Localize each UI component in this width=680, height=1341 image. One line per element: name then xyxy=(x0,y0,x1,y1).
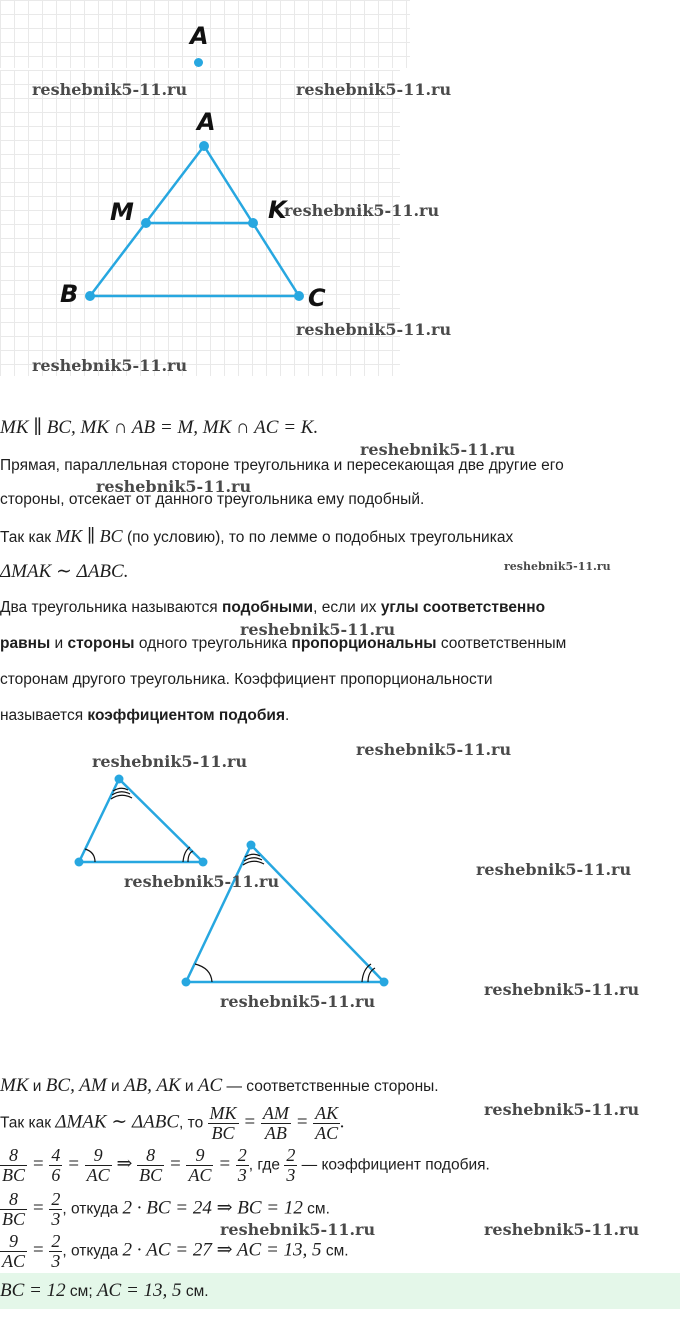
frac-num: AK xyxy=(315,1103,339,1123)
equals: = xyxy=(164,1153,187,1175)
corresponding-tail: — соответственные стороны. xyxy=(222,1078,439,1095)
angle-mark-large-top xyxy=(244,858,262,861)
fraction-mk-bc xyxy=(208,1104,239,1143)
point-k xyxy=(248,218,258,228)
paragraph-lemma-line1: Прямая, параллельная стороне треугольника и пересекающая две другие его xyxy=(0,457,564,474)
condition-formula: MK ∥ BC, MK ∩ AB = M, MK ∩ AC = K. xyxy=(0,417,319,438)
point-a-dot-top xyxy=(194,58,203,67)
frac-num: 2 xyxy=(51,1231,61,1251)
similarity-formula: ΔMAK ∼ ΔABC. xyxy=(0,561,129,582)
large-vertex-left xyxy=(182,978,191,987)
math-ac: AC xyxy=(197,1075,223,1096)
frac-den: AC xyxy=(315,1123,339,1143)
small-vertex-right xyxy=(199,858,208,867)
frac-num: 2 xyxy=(237,1145,247,1165)
paragraph-lemma-line2: стороны, отсекает от данного треугольника ему подобный. xyxy=(0,491,425,508)
frac-num: MK xyxy=(209,1103,237,1123)
frac-den: BC xyxy=(139,1165,163,1185)
angle-mark-small-left xyxy=(85,849,95,862)
unit-cm: см; xyxy=(65,1283,97,1300)
def-text: и xyxy=(50,635,68,652)
frac-den: 3 xyxy=(286,1165,296,1185)
math-bc: BC xyxy=(45,1075,71,1096)
watermark: reshebnik5-11.ru xyxy=(284,201,440,220)
watermark: reshebnik5-11.ru xyxy=(360,440,516,459)
frac-num: 9 xyxy=(85,1146,112,1166)
equals: = xyxy=(27,1153,50,1175)
frac-den: AC xyxy=(86,1165,110,1185)
math-ab: AB xyxy=(123,1075,148,1096)
def-bold: стороны xyxy=(67,635,135,652)
frac-den: BC xyxy=(211,1123,235,1143)
watermark: reshebnik5-11.ru xyxy=(92,752,248,771)
corresponding-sides-line xyxy=(0,1076,439,1097)
equals: = xyxy=(27,1239,50,1261)
ratio-values-line xyxy=(0,1146,490,1185)
watermark: reshebnik5-11.ru xyxy=(476,860,632,879)
ac-solution-line xyxy=(0,1232,349,1271)
word-and: и xyxy=(180,1078,198,1095)
def-bold: коэффициентом подобия xyxy=(87,707,285,724)
def-text: . xyxy=(285,707,290,724)
watermark: reshebnik5-11.ru xyxy=(96,477,252,496)
answer-bc: BC = 12 xyxy=(0,1280,66,1301)
label-b: B xyxy=(60,280,79,308)
frac-den: AC xyxy=(188,1165,212,1185)
frac-den: 3 xyxy=(51,1251,61,1271)
whence-text: , откуда xyxy=(62,1242,123,1260)
fraction xyxy=(49,1232,62,1271)
equals: = xyxy=(62,1153,85,1175)
fraction xyxy=(137,1146,164,1185)
math-mk: MK xyxy=(0,1075,29,1096)
frac-den: AC xyxy=(2,1251,26,1271)
fraction xyxy=(0,1190,27,1229)
since-text: Так как xyxy=(0,1114,56,1132)
paragraph-since-parallel xyxy=(0,526,513,548)
equals: = xyxy=(290,1111,314,1133)
equals: = xyxy=(27,1197,50,1219)
ac-calc: 2 · AC = 27 ⇒ AC = 13, 5 xyxy=(122,1239,322,1261)
unit-cm: см. xyxy=(181,1283,209,1300)
parallel-formula: MK ∥ BC xyxy=(55,526,123,546)
watermark: reshebnik5-11.ru xyxy=(484,1220,640,1239)
since-pre: Так как xyxy=(0,529,56,546)
angle-mark-large-left xyxy=(195,964,212,982)
small-vertex-top xyxy=(115,775,124,784)
angle-mark-small-top xyxy=(112,792,130,795)
label-a: A xyxy=(197,108,216,136)
fraction xyxy=(85,1146,112,1185)
since-post: (по условию), то по лемме о подобных треугольниках xyxy=(122,529,514,546)
frac-num: AM xyxy=(262,1103,289,1123)
point-a-label-top: A xyxy=(190,22,209,50)
frac-num: 8 xyxy=(0,1190,27,1210)
def-bold: пропорциональны xyxy=(291,635,437,652)
frac-den: BC xyxy=(2,1209,26,1229)
frac-num: 9 xyxy=(0,1232,27,1252)
def-text: одного треугольника xyxy=(134,635,292,652)
watermark: reshebnik5-11.ru xyxy=(220,992,376,1011)
equals: = xyxy=(213,1153,236,1175)
ratio-statement-line xyxy=(0,1104,345,1143)
angle-mark-large-top xyxy=(243,861,264,865)
unit-cm: см. xyxy=(321,1242,349,1260)
watermark: reshebnik5-11.ru xyxy=(124,872,280,891)
def-bold: равны xyxy=(0,635,51,652)
watermark: reshebnik5-11.ru xyxy=(240,620,396,639)
point-a xyxy=(199,141,209,151)
answer-ac: AC = 13, 5 xyxy=(96,1280,182,1301)
equals: = xyxy=(238,1111,261,1133)
fraction xyxy=(49,1190,62,1229)
watermark: reshebnik5-11.ru xyxy=(296,80,452,99)
frac-den: 6 xyxy=(51,1165,61,1185)
watermark: reshebnik5-11.ru xyxy=(220,1220,376,1239)
frac-den: 3 xyxy=(237,1165,247,1185)
watermark: reshebnik5-11.ru xyxy=(296,320,452,339)
definition-line4 xyxy=(0,706,289,726)
label-k: K xyxy=(268,196,287,224)
fraction xyxy=(0,1232,27,1271)
frac-den: 3 xyxy=(51,1209,61,1229)
fraction xyxy=(0,1146,27,1185)
def-bold: углы соответственно xyxy=(380,599,546,616)
fraction-am-ab xyxy=(261,1104,291,1143)
large-vertex-right xyxy=(380,978,389,987)
comma: , xyxy=(147,1075,157,1096)
unit-cm: см. xyxy=(302,1200,330,1218)
frac-num: 8 xyxy=(0,1146,27,1166)
answer-line xyxy=(0,1281,209,1302)
fraction-ak-ac xyxy=(313,1104,340,1143)
fraction xyxy=(236,1146,249,1185)
bc-calc: 2 · BC = 24 ⇒ BC = 12 xyxy=(122,1197,303,1219)
frac-num: 4 xyxy=(51,1145,61,1165)
label-c: C xyxy=(308,284,326,312)
math-am: AM xyxy=(79,1075,107,1096)
small-vertex-left xyxy=(75,858,84,867)
label-m: M xyxy=(110,198,134,226)
fraction xyxy=(49,1146,62,1185)
watermark: reshebnik5-11.ru xyxy=(32,80,188,99)
large-vertex-top xyxy=(247,841,256,850)
frac-num: 2 xyxy=(51,1189,61,1209)
fraction xyxy=(284,1146,297,1185)
comma: , xyxy=(70,1075,80,1096)
similarity-math: ΔMAK ∼ ΔABC xyxy=(55,1111,180,1133)
frac-den: AB xyxy=(264,1123,287,1143)
watermark: reshebnik5-11.ru xyxy=(484,1100,640,1119)
definition-line2 xyxy=(0,634,566,654)
fraction xyxy=(186,1146,213,1185)
math-ak: AK xyxy=(156,1075,181,1096)
watermark: reshebnik5-11.ru xyxy=(504,560,611,573)
answer-box xyxy=(0,1273,680,1309)
angle-mark-small-top xyxy=(111,795,132,799)
definition-line1 xyxy=(0,598,545,618)
frac-num: 9 xyxy=(186,1146,213,1166)
point-m xyxy=(141,218,151,228)
def-bold: подобными xyxy=(221,599,314,616)
word-and: и xyxy=(106,1078,124,1095)
def-text: Два треугольника называются xyxy=(0,599,222,616)
watermark: reshebnik5-11.ru xyxy=(356,740,512,759)
point-c xyxy=(294,291,304,301)
word-and: и xyxy=(28,1078,46,1095)
small-triangle xyxy=(79,779,203,862)
point-b xyxy=(85,291,95,301)
frac-num: 2 xyxy=(286,1145,296,1165)
frac-den: BC xyxy=(2,1165,26,1185)
implies: ⇒ xyxy=(111,1153,138,1175)
def-text: , если их xyxy=(313,599,381,616)
coefficient-text: — коэффициент подобия. xyxy=(297,1156,490,1174)
watermark: reshebnik5-11.ru xyxy=(484,980,640,999)
def-text: называется xyxy=(0,707,88,724)
large-triangle xyxy=(186,845,384,982)
frac-num: 8 xyxy=(137,1146,164,1166)
definition-line3: сторонам другого треугольника. Коэффициент пропорциональности xyxy=(0,671,493,688)
watermark: reshebnik5-11.ru xyxy=(32,356,188,375)
period: . xyxy=(340,1111,345,1133)
def-text: соответственным xyxy=(436,635,567,652)
whence-text: , откуда xyxy=(62,1200,123,1218)
then-text: , то xyxy=(179,1114,208,1132)
where-text: , где xyxy=(248,1156,285,1174)
